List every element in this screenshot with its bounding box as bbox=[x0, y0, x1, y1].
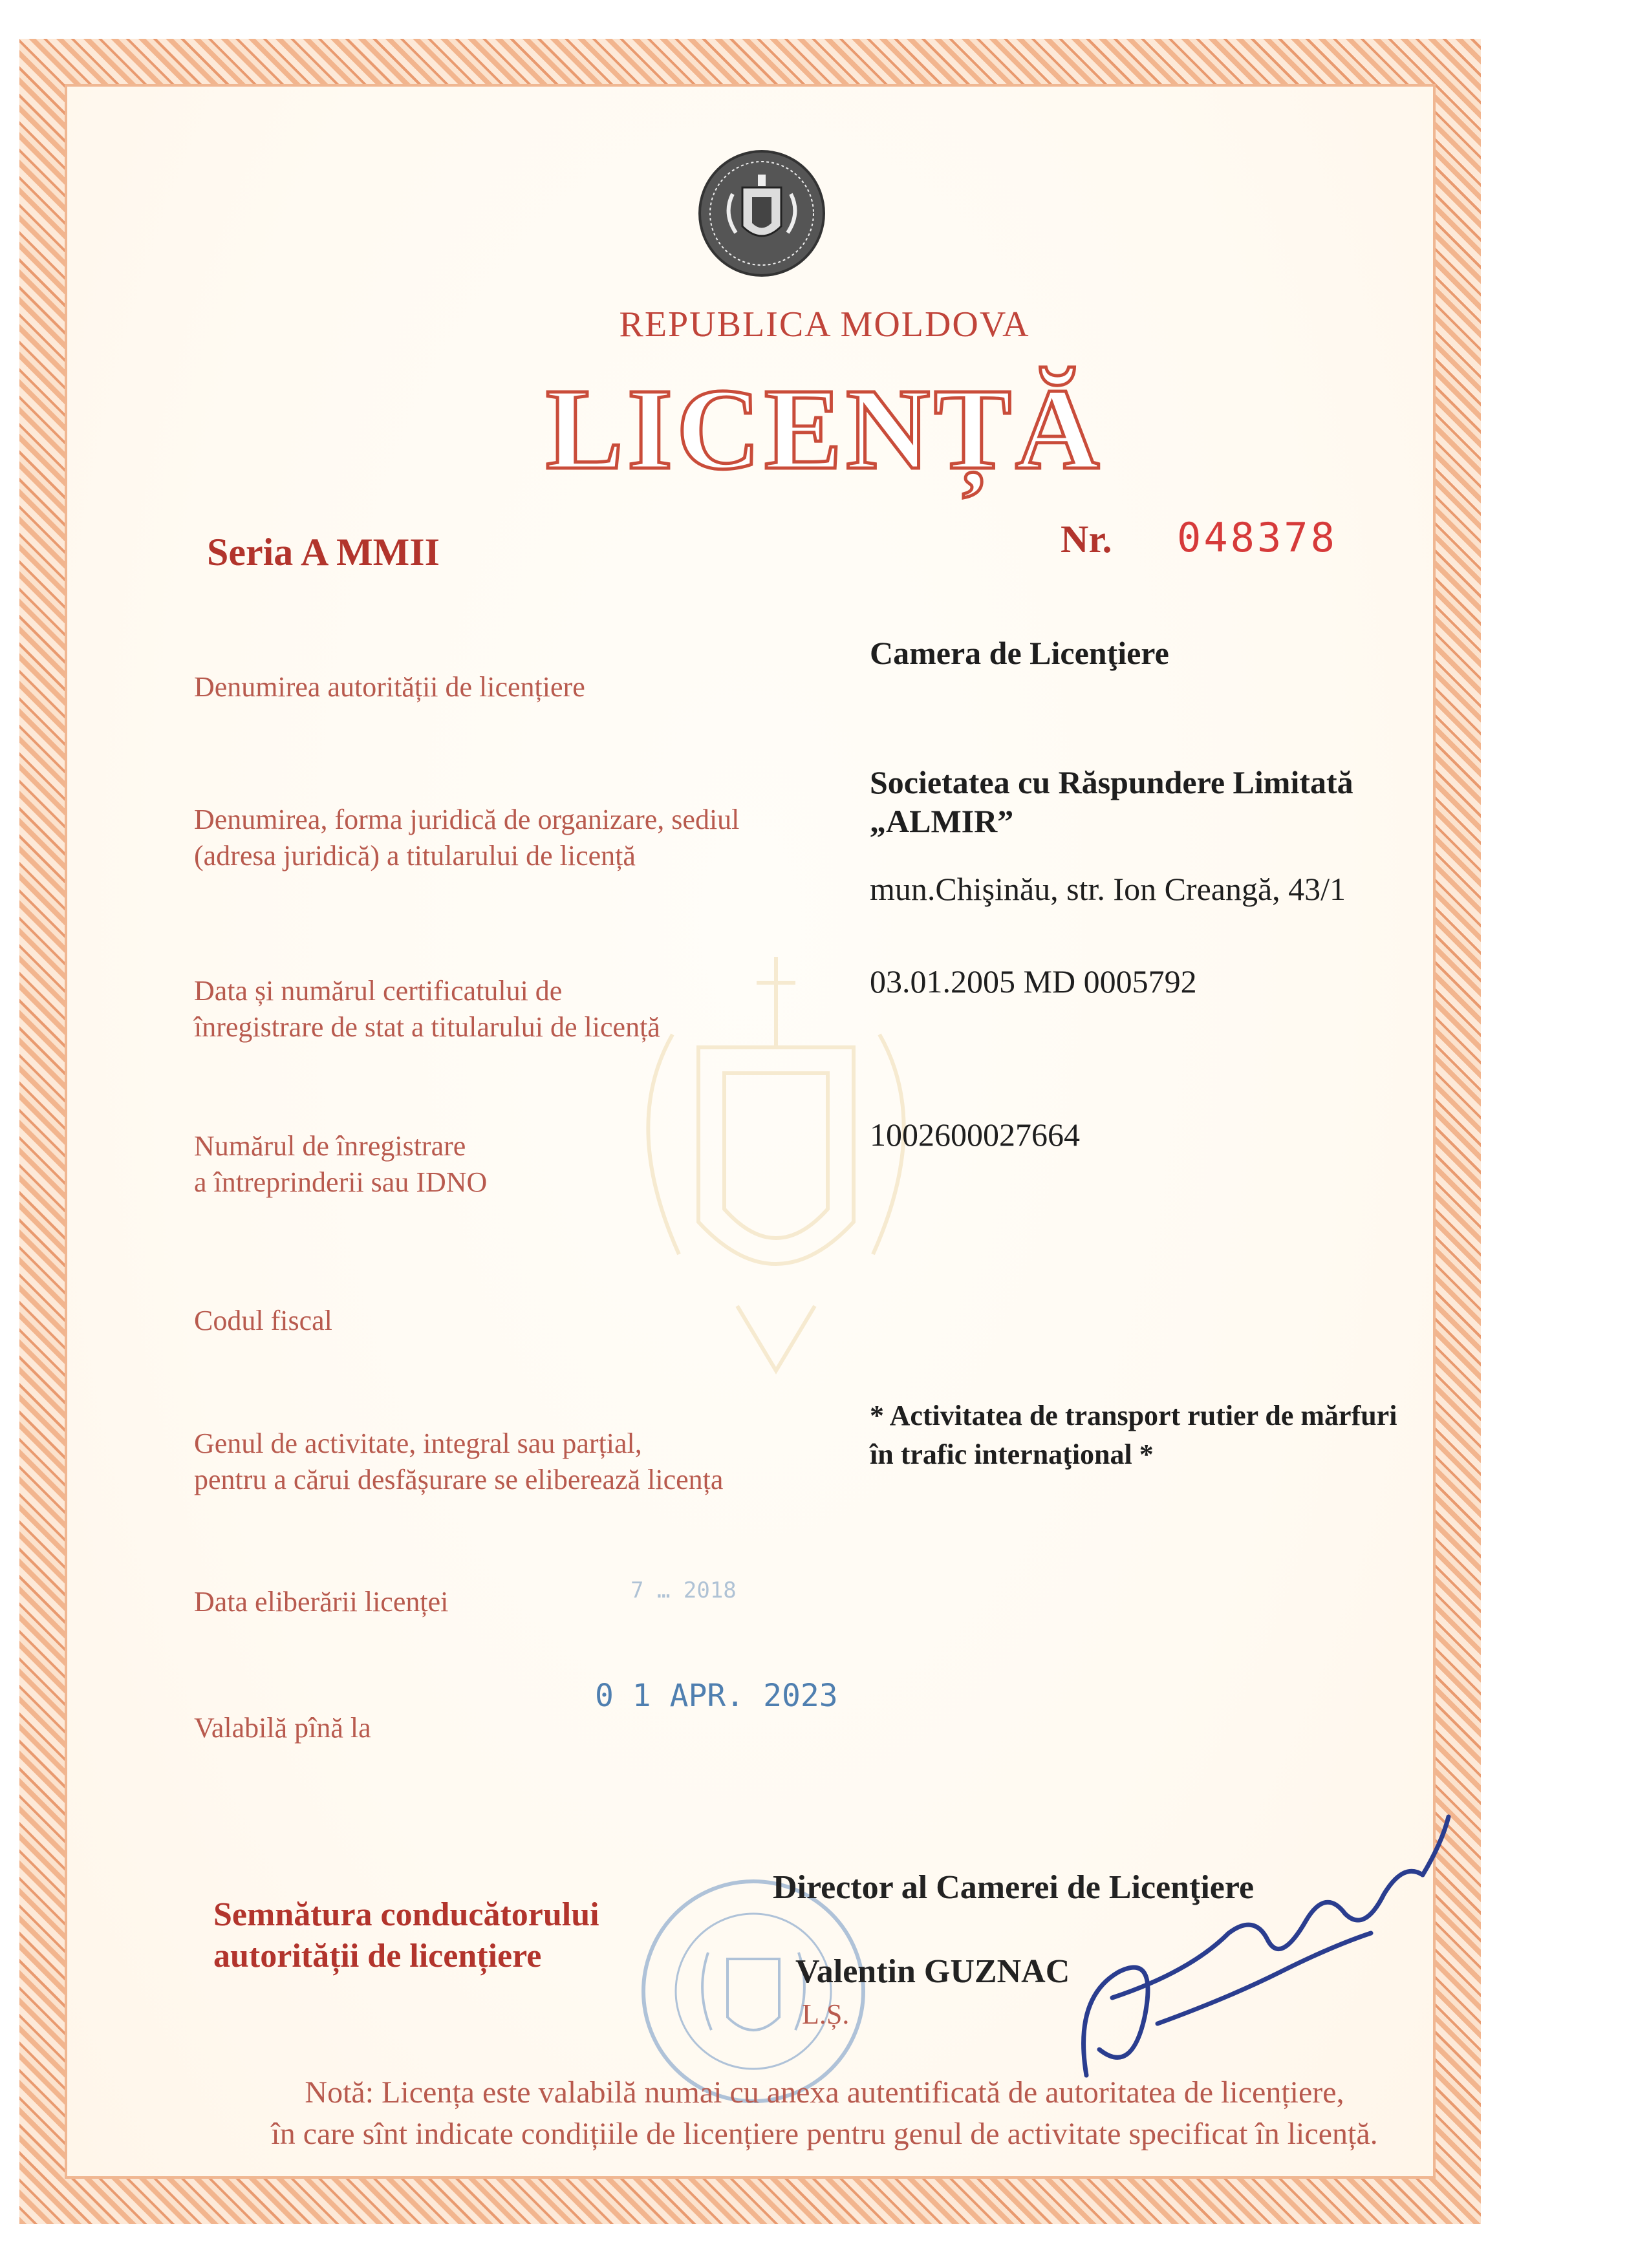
authority-value: Camera de Licenţiere bbox=[870, 635, 1169, 671]
signature-label-line-1: Semnătura conducătorului bbox=[213, 1896, 599, 1933]
activity-value-line-1: * Activitatea de transport rutier de mărfuri bbox=[870, 1400, 1397, 1431]
handwritten-signature-icon bbox=[1061, 1804, 1461, 2101]
series-label: Seria A MMII bbox=[207, 531, 440, 573]
authority-label: Denumirea autorității de licențiere bbox=[194, 671, 585, 703]
note-line-2: în care sînt indicate condițiile de licențiere pentru genul de activitate specificat în licență. bbox=[271, 2117, 1378, 2151]
certificate-label-line-1: Data și numărul certificatului de bbox=[194, 975, 563, 1007]
seal-place-marker: L.Ș. bbox=[802, 1998, 850, 2030]
director-name: Valentin GUZNAC bbox=[795, 1953, 1070, 1990]
certificate-value: 03.01.2005 MD 0005792 bbox=[870, 963, 1197, 1000]
note-line-1: Notă: Licența este valabilă numai cu anexa autentificată de autoritatea de licențiere, bbox=[305, 2075, 1344, 2110]
signature-label bbox=[213, 1894, 599, 1977]
idno-value: 1002600027664 bbox=[870, 1117, 1080, 1153]
issue-date-label: Data eliberării licenței bbox=[194, 1586, 449, 1618]
holder-label-line-1: Denumirea, forma juridică de organizare, sediul bbox=[194, 804, 740, 835]
idno-label-line-2: a întreprinderii sau IDNO bbox=[194, 1166, 488, 1198]
document-title: LICENȚĂ bbox=[545, 365, 1104, 493]
activity-value-line-2: în trafic internaţional * bbox=[870, 1439, 1154, 1470]
director-title: Director al Camerei de Licenţiere bbox=[773, 1869, 1255, 1906]
license-number: 048378 bbox=[1177, 514, 1337, 561]
holder-label-line-2: (adresa juridică) a titularului de licență bbox=[194, 840, 636, 872]
idno-label-line-1: Numărul de înregistrare bbox=[194, 1130, 466, 1162]
coat-of-arms-emblem-icon bbox=[697, 149, 826, 278]
holder-address: mun.Chişinău, str. Ion Creangă, 43/1 bbox=[870, 871, 1346, 907]
valid-until-stamp: 0 1 APR. 2023 bbox=[595, 1678, 838, 1714]
activity-label-line-2: pentru a cărui desfășurare se eliberează licența bbox=[194, 1464, 724, 1495]
signature-label-line-2: autorității de licențiere bbox=[213, 1938, 542, 1974]
number-label: Nr. bbox=[1061, 518, 1112, 561]
activity-label-line-1: Genul de activitate, integral sau parțial, bbox=[194, 1428, 642, 1459]
certificate-label-line-2: înregistrare de stat a titularului de licență bbox=[194, 1011, 660, 1043]
holder-value-line-2: „ALMIR” bbox=[870, 803, 1014, 839]
country-name: REPUBLICA MOLDOVA bbox=[619, 305, 1030, 345]
holder-value-line-1: Societatea cu Răspundere Limitată bbox=[870, 764, 1353, 800]
fiscal-code-label: Codul fiscal bbox=[194, 1305, 332, 1336]
valid-until-label: Valabilă pînă la bbox=[194, 1712, 371, 1744]
issue-date-stamp: 7 … 2018 bbox=[630, 1578, 737, 1603]
